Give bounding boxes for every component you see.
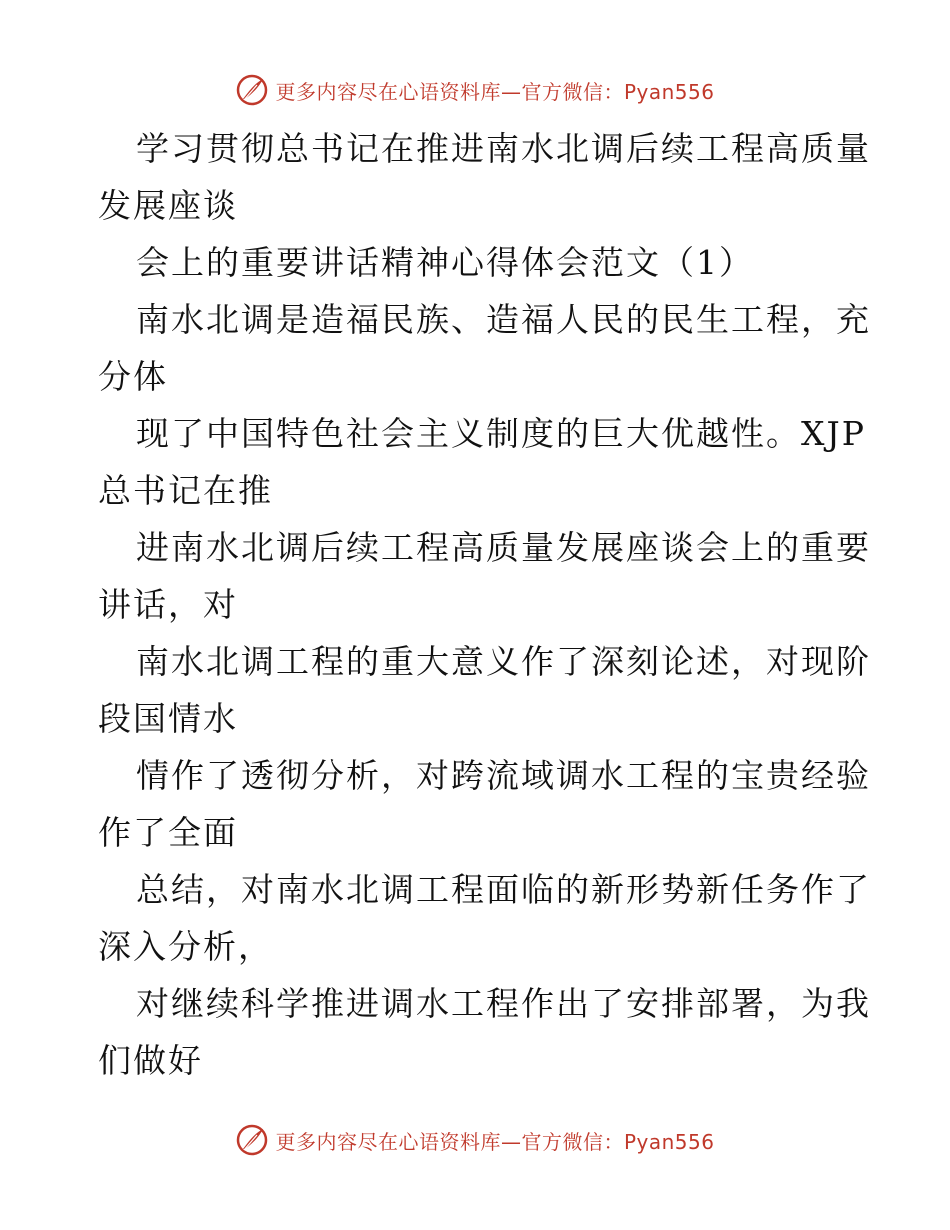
text-line: 作了全面 xyxy=(98,813,238,852)
header-banner xyxy=(0,70,950,110)
text-line: 讲话，对 xyxy=(98,585,238,624)
text-line: 进南水北调后续工程高质量发展座谈会上的重要 xyxy=(136,528,871,567)
document-body xyxy=(98,120,871,1089)
text-line: 对继续科学推进调水工程作出了安排部署，为我 xyxy=(136,984,871,1023)
text-line: 南水北调是造福民族、造福人民的民生工程，充 xyxy=(136,300,871,339)
text-line: 深入分析， xyxy=(98,927,273,966)
text-line: 们做好 xyxy=(98,1041,203,1080)
text-line: 分体 xyxy=(98,357,168,396)
banner-text: 更多内容尽在心语资料库—官方微信：Pyan556 xyxy=(275,79,715,104)
text-line: 总书记在推 xyxy=(98,471,273,510)
text-line: 情作了透彻分析，对跨流域调水工程的宝贵经验 xyxy=(136,756,871,795)
text-line: 现了中国特色社会主义制度的巨大优越性。XJP xyxy=(136,414,866,453)
banner-text: 更多内容尽在心语资料库—官方微信：Pyan556 xyxy=(275,1129,715,1154)
text-line: 总结，对南水北调工程面临的新形势新任务作了 xyxy=(136,870,871,909)
feather-logo-icon xyxy=(235,1123,269,1157)
text-line: 学习贯彻总书记在推进南水北调后续工程高质量 xyxy=(136,129,871,168)
text-line: 段国情水 xyxy=(98,699,238,738)
footer-banner xyxy=(0,1120,950,1160)
text-line: 会上的重要讲话精神心得体会范文（1） xyxy=(136,243,754,282)
text-line: 发展座谈 xyxy=(98,186,238,225)
feather-logo-icon xyxy=(235,73,269,107)
text-line: 南水北调工程的重大意义作了深刻论述，对现阶 xyxy=(136,642,871,681)
